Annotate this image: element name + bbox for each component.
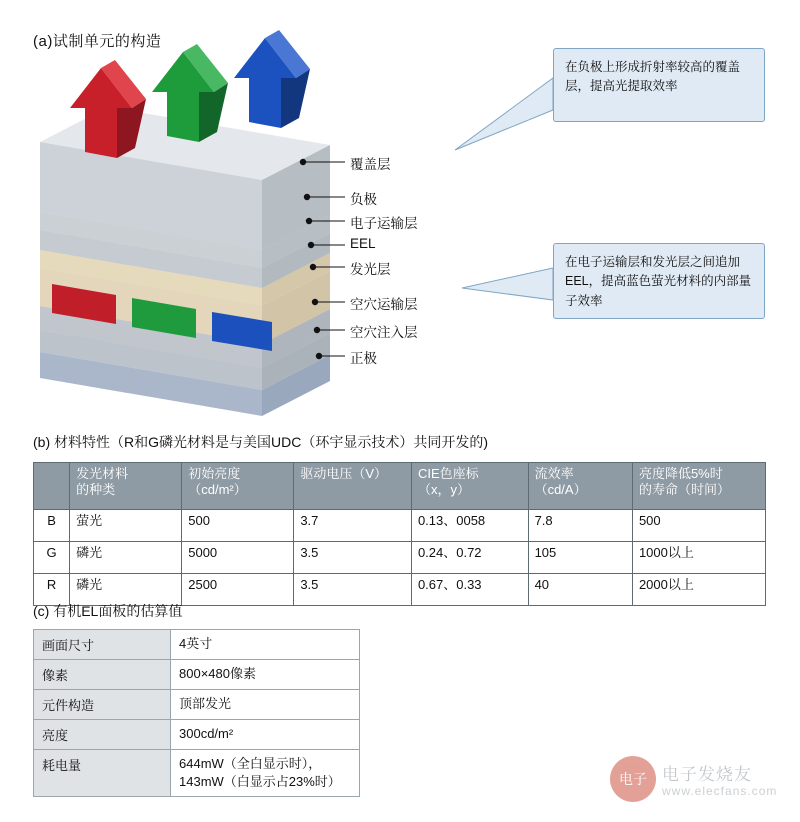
cell-lifetime: 1000以上 [632,542,765,574]
table-row [34,750,360,797]
row-value-power-line2: 143mW（白显示占23%时） [179,774,341,790]
cell-voltage: 3.5 [294,574,412,606]
watermark-logo-icon [610,756,656,802]
callout-2-pointer [462,268,553,300]
header-luminance-line1: 初始亮度 [188,466,241,481]
cell-cie: 0.24、0.72 [411,542,528,574]
header-rowkey [34,463,70,510]
row-label-device-structure: 元件构造 [34,690,171,720]
header-lifetime [632,463,765,510]
table-row [34,542,766,574]
row-label-pixels: 像素 [34,660,171,690]
header-lifetime-line2: 的寿命（时间） [638,482,730,498]
header-luminance [182,463,294,510]
row-value-luminance: 300cd/m² [171,720,360,750]
header-cie [411,463,528,510]
table-row [34,690,360,720]
table-row [34,660,360,690]
row-value-power-line1: 644mW（全白显示时）， [179,756,322,771]
header-voltage [294,463,412,510]
cell-lifetime: 2000以上 [632,574,765,606]
cell-voltage: 3.5 [294,542,412,574]
row-value-screen-size: 4英寸 [171,630,360,660]
table-row [34,720,360,750]
cell-voltage: 3.7 [294,510,412,542]
watermark-logo-text: 电子 [619,771,647,787]
layer-label-hole-injection: 空穴注入层 [350,325,418,340]
cell-material: 磷光 [70,574,182,606]
layer-label-emissive: 发光层 [350,262,391,277]
panel-estimates-table [33,629,360,797]
layer-label-capping: 覆盖层 [350,157,391,172]
cell-rowkey: G [34,542,70,574]
row-value-power [171,750,360,797]
header-efficiency [528,463,632,510]
layer-label-cathode: 负极 [350,192,377,207]
callout-1-pointer [455,78,553,150]
header-voltage-line1: 驱动电压（V） [300,466,387,481]
layer-label-hole-transport: 空穴运输层 [350,297,418,312]
table-row [34,510,766,542]
row-value-device-structure: 顶部发光 [171,690,360,720]
row-label-screen-size: 画面尺寸 [34,630,171,660]
cell-efficiency: 105 [528,542,632,574]
section-a-title: (a)试制单元的构造 [33,33,162,50]
header-cie-line2: （x，y） [417,482,470,498]
cell-cie: 0.13、0058 [411,510,528,542]
callout-capping-layer: 在负极上形成折射率较高的覆盖层，提高光提取效率 [553,48,765,122]
layer-label-eel: EEL [350,236,376,251]
cell-material: 萤光 [70,510,182,542]
header-material-line2: 的种类 [76,482,116,498]
row-label-luminance: 亮度 [34,720,171,750]
table-row [34,630,360,660]
cell-efficiency: 40 [528,574,632,606]
cell-material: 磷光 [70,542,182,574]
header-material [70,463,182,510]
cell-efficiency: 7.8 [528,510,632,542]
cell-luminance: 500 [182,510,294,542]
header-efficiency-line2: （cd/A） [534,482,587,498]
cell-luminance: 2500 [182,574,294,606]
header-efficiency-line1: 流效率 [534,466,574,481]
row-value-pixels: 800×480像素 [171,660,360,690]
cell-rowkey: B [34,510,70,542]
cell-cie: 0.67、0.33 [411,574,528,606]
cell-rowkey: R [34,574,70,606]
layer-label-anode: 正极 [350,351,377,366]
header-cie-line1: CIE色座标 [417,466,479,481]
watermark [610,754,790,814]
table-header-row [34,463,766,510]
cell-luminance: 5000 [182,542,294,574]
header-material-line1: 发光材料 [76,466,129,481]
material-properties-table [33,462,766,606]
section-b-title: (b) 材料特性（R和G磷光材料是与美国UDC（环宇显示技术）共同开发的) [33,434,488,450]
watermark-title: 电子发烧友 [662,765,752,784]
arrow-blue [234,30,310,128]
layer-label-electron-transport: 电子运输层 [350,216,418,231]
section-c-title: (c) 有机EL面板的估算值 [33,603,183,619]
callout-eel: 在电子运输层和发光层之间追加EEL，提高蓝色萤光材料的内部量子效率 [553,243,765,319]
header-luminance-line2: （cd/m²） [188,482,247,498]
row-label-power: 耗电量 [34,750,171,797]
header-lifetime-line1: 亮度降低5%时 [638,466,723,481]
watermark-url: www.elecfans.com [662,784,778,798]
cell-lifetime: 500 [632,510,765,542]
